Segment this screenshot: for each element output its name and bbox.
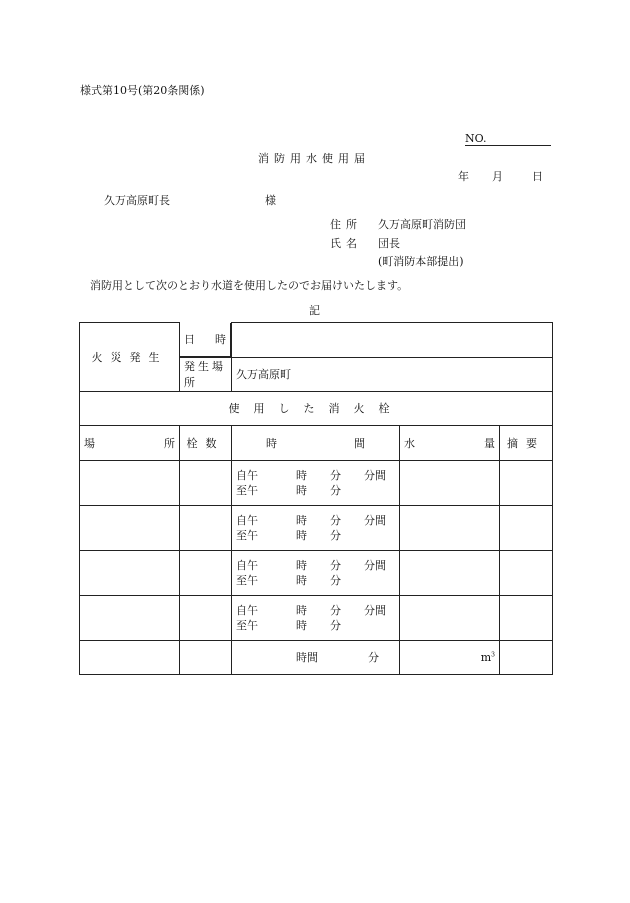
place-label: 発生場所 [180,357,232,391]
table-row [80,460,553,505]
document-number-field: NO. [465,132,551,146]
col-water-volume: 水 量 [400,425,500,460]
total-water-unit: $m^3$ [400,640,500,674]
name-label: 氏名 [330,237,362,250]
datetime-label: 日 時 [180,323,231,357]
recipient: 久万高原町長 [104,194,170,207]
row-water [400,460,500,505]
fire-occurrence-label: 火災発生 [80,323,180,392]
address-value: 久万高原町消防団 [378,218,466,231]
col-remarks: 摘要 [500,425,553,460]
row-water [400,550,500,595]
row-water [400,595,500,640]
row-time: 自午 時 分 分間 至午 時 分 [232,505,400,550]
hydrant-usage-table [79,322,553,675]
table-row [80,595,553,640]
total-row [80,640,553,674]
day-label: 日 [532,170,543,183]
row-count [180,595,232,640]
row-count [180,460,232,505]
row-time: 自午 時 分 分間 至午 時 分 [232,595,400,640]
row-note [500,505,553,550]
honorific: 様 [265,194,276,207]
ki-heading: 記 [309,304,320,317]
row-note [500,550,553,595]
place-value: 久万高原町 [232,357,553,391]
row-place [80,505,180,550]
row-time: 自午 時 分 分間 至午 時 分 [232,460,400,505]
row-place [80,460,180,505]
year-label: 年 [458,170,469,183]
row-note [500,460,553,505]
form-number-label: 様式第10号(第20条関係) [80,84,205,97]
table-row [80,505,553,550]
month-label: 月 [492,170,503,183]
row-water [400,505,500,550]
table-row [80,550,553,595]
name-value: 団長 [378,237,400,250]
total-note [500,640,553,674]
total-count [180,640,232,674]
col-place: 場 所 [80,425,180,460]
col-hydrant-count: 栓数 [180,425,232,460]
body-text: 消防用として次のとおり水道を使用したのでお届けいたします。 [90,279,409,292]
submission-note: (町消防本部提出) [378,255,464,268]
row-time: 自午 時 分 分間 至午 時 分 [232,550,400,595]
total-place [80,640,180,674]
total-time: 時間 分 [232,640,400,674]
address-label: 住所 [330,218,362,231]
date-line [458,168,543,184]
row-note [500,595,553,640]
col-time: 時 間 [232,425,400,460]
datetime-value [232,323,553,358]
row-place [80,550,180,595]
row-count [180,505,232,550]
document-title: 消防用水使用届 [258,152,370,165]
row-count [180,550,232,595]
row-place [80,595,180,640]
hydrant-header: 使用した消火栓 [80,391,553,425]
